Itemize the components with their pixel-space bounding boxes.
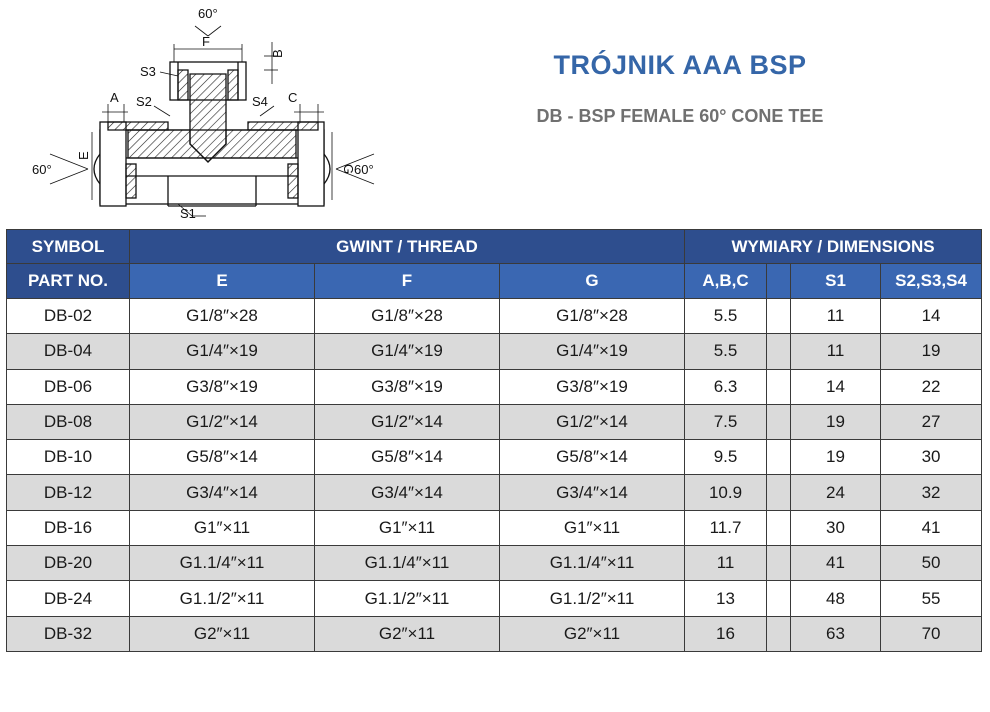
cell-spacer: [767, 546, 791, 581]
cell-abc: 11: [685, 546, 767, 581]
table-row: [7, 334, 982, 369]
tee-fitting-drawing: [28, 4, 418, 226]
cell-s1: 11: [791, 299, 881, 334]
cell-e: G3/8″×19: [130, 369, 315, 404]
dimensions-table: [6, 229, 982, 652]
table-row: [7, 475, 982, 510]
header-dimensions-group: WYMIARY / DIMENSIONS: [685, 230, 982, 264]
cell-g: G1/8″×28: [500, 299, 685, 334]
header-abc: A,B,C: [685, 264, 767, 299]
header-symbol: SYMBOL: [7, 230, 130, 264]
table-row: [7, 510, 982, 545]
label-c: C: [288, 90, 298, 105]
cell-s1: 24: [791, 475, 881, 510]
cell-f: G1.1/2″×11: [315, 581, 500, 616]
header-s1: S1: [791, 264, 881, 299]
label-s3: S3: [140, 64, 156, 79]
label-e: E: [76, 151, 91, 160]
cell-f: G2″×11: [315, 616, 500, 651]
header-thread-group: GWINT / THREAD: [130, 230, 685, 264]
cell-e: G1/8″×28: [130, 299, 315, 334]
cell-abc: 13: [685, 581, 767, 616]
cell-abc: 7.5: [685, 404, 767, 439]
cell-s1: 11: [791, 334, 881, 369]
cell-f: G3/8″×19: [315, 369, 500, 404]
cell-part: DB-10: [7, 440, 130, 475]
cell-part: DB-02: [7, 299, 130, 334]
cell-f: G1/4″×19: [315, 334, 500, 369]
cell-abc: 16: [685, 616, 767, 651]
cell-spacer: [767, 616, 791, 651]
label-f: F: [202, 34, 210, 49]
cell-g: G2″×11: [500, 616, 685, 651]
header-spacer: [767, 264, 791, 299]
cell-part: DB-04: [7, 334, 130, 369]
table-row: [7, 440, 982, 475]
cell-g: G5/8″×14: [500, 440, 685, 475]
cell-g: G3/4″×14: [500, 475, 685, 510]
label-s4: S4: [252, 94, 268, 109]
label-s2: S2: [136, 94, 152, 109]
cell-s1: 19: [791, 404, 881, 439]
label-g: G: [341, 164, 356, 175]
cell-e: G1/4″×19: [130, 334, 315, 369]
cell-spacer: [767, 299, 791, 334]
cell-s1: 19: [791, 440, 881, 475]
cell-s1: 30: [791, 510, 881, 545]
cell-e: G1.1/2″×11: [130, 581, 315, 616]
cell-s234: 27: [881, 404, 982, 439]
cell-abc: 5.5: [685, 299, 767, 334]
cell-g: G1/4″×19: [500, 334, 685, 369]
cell-f: G1″×11: [315, 510, 500, 545]
cell-s1: 14: [791, 369, 881, 404]
cell-abc: 9.5: [685, 440, 767, 475]
label-right-angle: 60°: [354, 162, 374, 177]
table-row: [7, 404, 982, 439]
cell-g: G1/2″×14: [500, 404, 685, 439]
table-row: [7, 546, 982, 581]
cell-s234: 22: [881, 369, 982, 404]
cell-spacer: [767, 369, 791, 404]
cell-part: DB-24: [7, 581, 130, 616]
header-e: E: [130, 264, 315, 299]
header-s234: S2,S3,S4: [881, 264, 982, 299]
header-f: F: [315, 264, 500, 299]
cell-f: G1/8″×28: [315, 299, 500, 334]
cell-part: DB-20: [7, 546, 130, 581]
cell-e: G1/2″×14: [130, 404, 315, 439]
cell-g: G1.1/2″×11: [500, 581, 685, 616]
cell-s1: 41: [791, 546, 881, 581]
cell-part: DB-06: [7, 369, 130, 404]
cell-part: DB-12: [7, 475, 130, 510]
cell-abc: 5.5: [685, 334, 767, 369]
cell-g: G3/8″×19: [500, 369, 685, 404]
cell-g: G1.1/4″×11: [500, 546, 685, 581]
cell-s234: 30: [881, 440, 982, 475]
header-g: G: [500, 264, 685, 299]
cell-part: DB-32: [7, 616, 130, 651]
cell-e: G5/8″×14: [130, 440, 315, 475]
label-s1: S1: [180, 206, 196, 221]
cell-f: G1/2″×14: [315, 404, 500, 439]
table-row: [7, 369, 982, 404]
cell-e: G3/4″×14: [130, 475, 315, 510]
table-row: [7, 616, 982, 651]
page-title: TRÓJNIK AAA BSP: [553, 50, 807, 80]
cell-spacer: [767, 334, 791, 369]
cell-s234: 14: [881, 299, 982, 334]
cell-s234: 19: [881, 334, 982, 369]
cell-spacer: [767, 510, 791, 545]
cell-s234: 41: [881, 510, 982, 545]
page-subtitle: DB - BSP FEMALE 60° CONE TEE: [536, 106, 824, 126]
cell-abc: 10.9: [685, 475, 767, 510]
cell-e: G1″×11: [130, 510, 315, 545]
cell-s234: 50: [881, 546, 982, 581]
label-a: A: [110, 90, 119, 105]
label-left-angle: 60°: [32, 162, 52, 177]
cell-e: G2″×11: [130, 616, 315, 651]
cell-spacer: [767, 581, 791, 616]
cell-f: G3/4″×14: [315, 475, 500, 510]
cell-f: G5/8″×14: [315, 440, 500, 475]
cell-s1: 48: [791, 581, 881, 616]
label-top-angle: 60°: [198, 6, 218, 21]
label-b: B: [270, 49, 285, 58]
cell-e: G1.1/4″×11: [130, 546, 315, 581]
cell-abc: 6.3: [685, 369, 767, 404]
table-row: [7, 581, 982, 616]
cell-g: G1″×11: [500, 510, 685, 545]
table-row: [7, 299, 982, 334]
cell-s234: 55: [881, 581, 982, 616]
cell-spacer: [767, 404, 791, 439]
cell-s234: 70: [881, 616, 982, 651]
cell-s1: 63: [791, 616, 881, 651]
header-part-no: PART NO.: [7, 264, 130, 299]
cell-abc: 11.7: [685, 510, 767, 545]
cell-f: G1.1/4″×11: [315, 546, 500, 581]
cell-spacer: [767, 440, 791, 475]
cell-part: DB-08: [7, 404, 130, 439]
cell-s234: 32: [881, 475, 982, 510]
cell-part: DB-16: [7, 510, 130, 545]
cell-spacer: [767, 475, 791, 510]
